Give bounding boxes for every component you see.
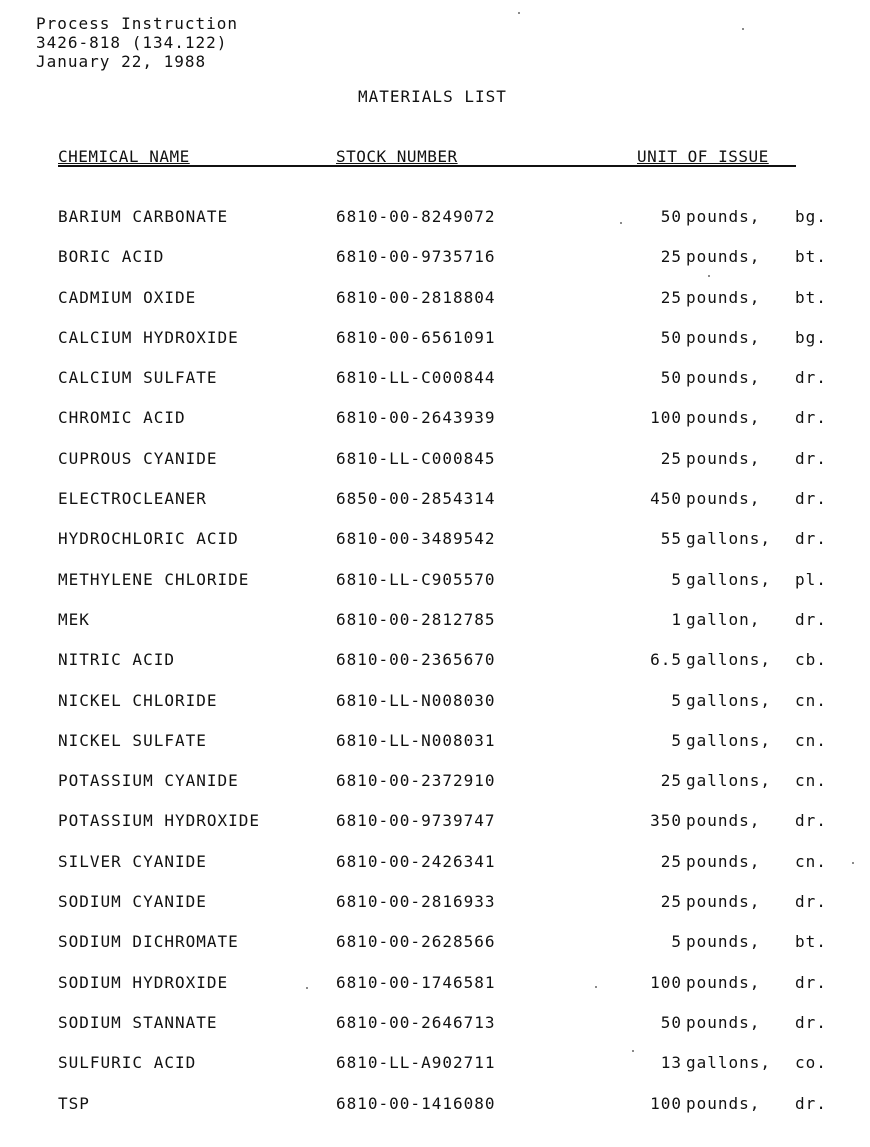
chemical-name: ELECTROCLEANER — [58, 489, 207, 509]
issue-quantity: 55 — [660, 529, 682, 549]
stock-number: 6810-00-2643939 — [336, 408, 496, 428]
container-type: dr. — [795, 609, 827, 629]
document-date: January 22, 1988 — [36, 52, 207, 71]
scan-speck — [708, 275, 710, 277]
container-type: bt. — [795, 932, 827, 952]
container-type: dr. — [795, 448, 827, 468]
stock-number: 6810-00-1746581 — [336, 972, 496, 992]
issue-quantity: 450 — [650, 489, 682, 509]
scan-speck — [620, 222, 622, 224]
table-row — [0, 927, 870, 967]
issue-unit: pounds, — [686, 207, 761, 226]
container-type: dr. — [795, 408, 827, 428]
issue-unit: gallons, — [686, 529, 772, 549]
issue-unit: pounds, — [686, 892, 761, 912]
stock-number: 6810-LL-N008031 — [336, 730, 496, 750]
chemical-name: BORIC ACID — [58, 247, 165, 267]
table-row — [0, 202, 870, 242]
chemical-name: BARIUM CARBONATE — [58, 207, 229, 226]
chemical-name: SODIUM HYDROXIDE — [58, 972, 229, 992]
container-type: bg. — [795, 327, 827, 347]
issue-quantity: 25 — [660, 851, 682, 871]
issue-quantity: 5 — [671, 932, 682, 952]
issue-quantity: 50 — [660, 1012, 682, 1032]
instruction-number: 3426-818 (134.122) — [36, 33, 228, 52]
container-type: dr. — [795, 811, 827, 831]
scan-speck — [595, 986, 597, 988]
issue-quantity: 25 — [660, 287, 682, 307]
table-row — [0, 847, 870, 887]
issue-quantity: 100 — [650, 972, 682, 992]
document-header — [36, 14, 238, 71]
table-row — [0, 887, 870, 927]
issue-quantity: 25 — [660, 448, 682, 468]
container-type: dr. — [795, 529, 827, 549]
column-header-chemical-name: CHEMICAL NAME — [58, 147, 190, 166]
chemical-name: POTASSIUM HYDROXIDE — [58, 811, 261, 831]
stock-number: 6810-00-1416080 — [336, 1093, 496, 1113]
issue-quantity: 5 — [671, 569, 682, 589]
table-row — [0, 1048, 870, 1088]
container-type: cn. — [795, 690, 827, 710]
process-instruction-label: Process Instruction — [36, 14, 239, 33]
container-type: co. — [795, 1053, 827, 1073]
stock-number: 6810-00-9735716 — [336, 247, 496, 267]
issue-quantity: 5 — [671, 690, 682, 710]
container-type: pl. — [795, 569, 827, 589]
chemical-name: SODIUM STANNATE — [58, 1012, 218, 1032]
stock-number: 6810-00-9739747 — [336, 811, 496, 831]
issue-quantity: 350 — [650, 811, 682, 831]
issue-quantity: 50 — [660, 327, 682, 347]
container-type: dr. — [795, 892, 827, 912]
issue-unit: gallons, — [686, 690, 772, 710]
table-row — [0, 524, 870, 564]
chemical-name: SODIUM DICHROMATE — [58, 932, 239, 952]
table-row — [0, 565, 870, 605]
chemical-name: CHROMIC ACID — [58, 408, 186, 428]
issue-unit: gallons, — [686, 730, 772, 750]
table-row — [0, 403, 870, 443]
container-type: dr. — [795, 489, 827, 509]
stock-number: 6810-00-2365670 — [336, 650, 496, 670]
issue-quantity: 6.5 — [650, 650, 682, 670]
issue-unit: pounds, — [686, 327, 761, 347]
table-row — [0, 605, 870, 645]
table-row — [0, 645, 870, 685]
scan-speck — [742, 28, 744, 30]
container-type: bg. — [795, 207, 827, 226]
issue-unit: pounds, — [686, 368, 761, 388]
chemical-name: NITRIC ACID — [58, 650, 175, 670]
issue-quantity: 13 — [660, 1053, 682, 1073]
table-row — [0, 726, 870, 766]
chemical-name: SODIUM CYANIDE — [58, 892, 207, 912]
container-type: cn. — [795, 730, 827, 750]
container-type: bt. — [795, 247, 827, 267]
issue-unit: pounds, — [686, 287, 761, 307]
chemical-name: METHYLENE CHLORIDE — [58, 569, 250, 589]
scan-speck — [632, 1050, 634, 1052]
scan-speck — [306, 987, 308, 989]
chemical-name: CALCIUM SULFATE — [58, 368, 218, 388]
stock-number: 6810-LL-A902711 — [336, 1053, 496, 1073]
issue-unit: gallons, — [686, 1053, 772, 1073]
issue-quantity: 25 — [660, 247, 682, 267]
stock-number: 6810-00-6561091 — [336, 327, 496, 347]
issue-unit: pounds, — [686, 448, 761, 468]
chemical-name: CADMIUM OXIDE — [58, 287, 197, 307]
issue-unit: gallon, — [686, 609, 761, 629]
container-type: dr. — [795, 1012, 827, 1032]
chemical-name: MEK — [58, 609, 90, 629]
issue-quantity: 100 — [650, 408, 682, 428]
stock-number: 6810-00-2812785 — [336, 609, 496, 629]
stock-number: 6810-00-2372910 — [336, 771, 496, 791]
scan-speck — [518, 12, 520, 14]
table-row — [0, 766, 870, 806]
issue-quantity: 25 — [660, 771, 682, 791]
header-rule — [58, 165, 796, 167]
chemical-name: POTASSIUM CYANIDE — [58, 771, 239, 791]
chemical-name: NICKEL CHLORIDE — [58, 690, 218, 710]
chemical-name: SILVER CYANIDE — [58, 851, 207, 871]
chemical-name: SULFURIC ACID — [58, 1053, 197, 1073]
chemical-name: HYDROCHLORIC ACID — [58, 529, 239, 549]
container-type: dr. — [795, 1093, 827, 1113]
column-header-unit-of-issue: UNIT OF ISSUE — [637, 147, 769, 166]
stock-number: 6810-00-3489542 — [336, 529, 496, 549]
issue-quantity: 5 — [671, 730, 682, 750]
table-row — [0, 806, 870, 846]
stock-number: 6810-LL-C905570 — [336, 569, 496, 589]
stock-number: 6810-00-8249072 — [336, 207, 496, 226]
issue-unit: gallons, — [686, 569, 772, 589]
table-row — [0, 686, 870, 726]
issue-quantity: 50 — [660, 368, 682, 388]
table-row — [0, 1089, 870, 1129]
scan-speck — [852, 862, 854, 864]
issue-unit: gallons, — [686, 650, 772, 670]
chemical-name: CALCIUM HYDROXIDE — [58, 327, 239, 347]
stock-number: 6810-00-2818804 — [336, 287, 496, 307]
table-row — [0, 363, 870, 403]
stock-number: 6810-00-2628566 — [336, 932, 496, 952]
materials-table — [0, 202, 870, 1129]
page-title: MATERIALS LIST — [358, 87, 507, 106]
issue-quantity: 1 — [671, 609, 682, 629]
stock-number: 6850-00-2854314 — [336, 489, 496, 509]
container-type: bt. — [795, 287, 827, 307]
chemical-name: NICKEL SULFATE — [58, 730, 207, 750]
issue-unit: pounds, — [686, 932, 761, 952]
issue-quantity: 50 — [660, 207, 682, 226]
issue-quantity: 100 — [650, 1093, 682, 1113]
stock-number: 6810-00-2646713 — [336, 1012, 496, 1032]
issue-unit: pounds, — [686, 972, 761, 992]
stock-number: 6810-LL-N008030 — [336, 690, 496, 710]
issue-unit: pounds, — [686, 811, 761, 831]
table-row — [0, 323, 870, 363]
table-row — [0, 444, 870, 484]
stock-number: 6810-00-2816933 — [336, 892, 496, 912]
chemical-name: TSP — [58, 1093, 90, 1113]
table-row — [0, 1008, 870, 1048]
container-type: dr. — [795, 972, 827, 992]
chemical-name: CUPROUS CYANIDE — [58, 448, 218, 468]
issue-quantity: 25 — [660, 892, 682, 912]
issue-unit: pounds, — [686, 1093, 761, 1113]
issue-unit: pounds, — [686, 851, 761, 871]
container-type: dr. — [795, 368, 827, 388]
table-row — [0, 242, 870, 282]
issue-unit: pounds, — [686, 1012, 761, 1032]
issue-unit: gallons, — [686, 771, 772, 791]
container-type: cn. — [795, 851, 827, 871]
table-row — [0, 283, 870, 323]
issue-unit: pounds, — [686, 247, 761, 267]
table-row — [0, 968, 870, 1008]
stock-number: 6810-LL-C000844 — [336, 368, 496, 388]
column-header-stock-number: STOCK NUMBER — [336, 147, 458, 166]
container-type: cn. — [795, 771, 827, 791]
table-row — [0, 484, 870, 524]
issue-unit: pounds, — [686, 408, 761, 428]
stock-number: 6810-00-2426341 — [336, 851, 496, 871]
container-type: cb. — [795, 650, 827, 670]
stock-number: 6810-LL-C000845 — [336, 448, 496, 468]
issue-unit: pounds, — [686, 489, 761, 509]
